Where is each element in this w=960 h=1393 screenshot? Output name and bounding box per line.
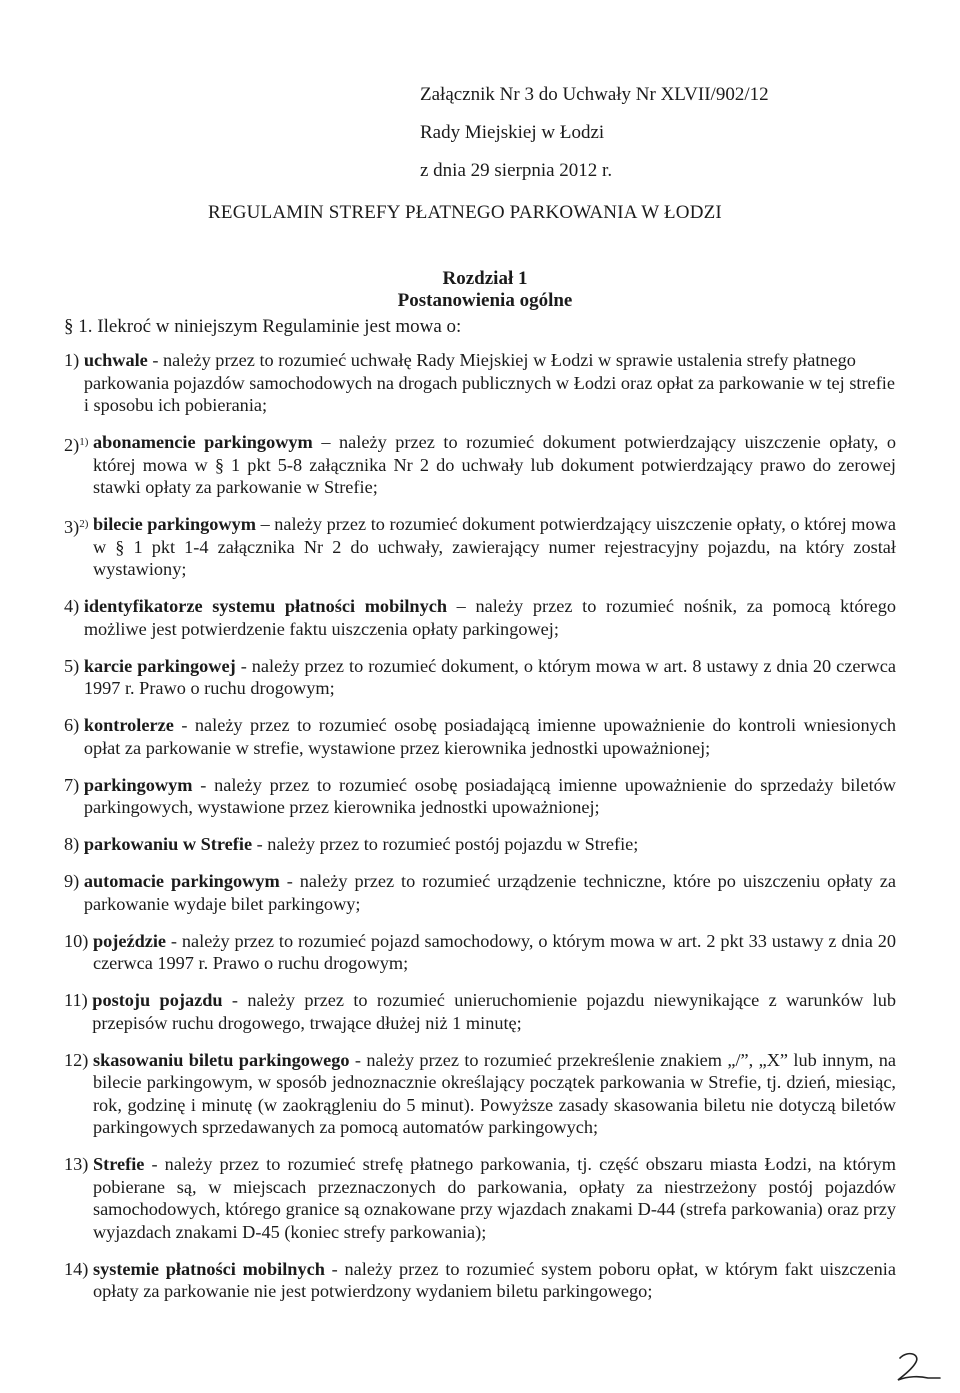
definition-term: parkowaniu w Strefie: [83, 834, 253, 854]
definition-item: [64, 774, 896, 819]
definition-text: – należy przez to rozumieć dokument potwierdzający uiszczenie opłaty, o której mowa w § 1 pkt 5-8 załącznika Nr 2 do uchwały lub dokument potwierdzający prawo do zerowej stawki opłaty za parkowanie w Strefie;: [92, 432, 896, 497]
definition-number-text: 6): [64, 715, 80, 735]
definition-text: - należy przez to rozumieć osobę posiadającą imienne upoważnienie do sprzedaży biletów parkingowych, wystawione przez kierownika jednostki upoważnionej;: [83, 774, 896, 817]
definition-item: [64, 655, 896, 700]
definition-text: - należy przez to rozumieć przekreślenie znakiem „/”, „X” lub innym, na bilecie parkingowym, w sposób jednoznacznie określający początek parkowania w Strefie, tj. dzień, miesiąc, rok, godzinę i minutę (w zaokrągleniu do 5 minut). Powyższe zasady skasowania biletu nie dotyczą biletów parkingowych sprzedawanych za pomocą automatów parkingowych;: [92, 1049, 896, 1137]
definition-item: [64, 1258, 896, 1303]
definition-term: skasowaniu biletu parkingowego: [92, 1049, 350, 1070]
annex-header-line1: Załącznik Nr 3 do Uchwały Nr XLVII/902/12: [420, 84, 769, 105]
definition-text: - należy przez to rozumieć system poboru opłat, w którym fakt uiszczenia opłaty za parkowanie nie jest potwierdzony wydaniem biletu parkingowego;: [92, 1258, 896, 1301]
definition-number: [64, 349, 84, 417]
signature-mark: [894, 1350, 942, 1384]
definition-term: pojeździe: [92, 930, 167, 951]
definition-number-text: 11): [64, 990, 88, 1010]
definition-item: [64, 870, 896, 915]
definition-text: - należy przez to rozumieć urządzenie techniczne, które po uiszczeniu opłaty za parkowanie wydaje bilet parkingowy;: [83, 871, 896, 914]
definition-number: [64, 595, 84, 640]
definition-body: [92, 989, 896, 1034]
paragraph-1-intro: § 1. Ilekroć w niniejszym Regulaminie jest mowa o:: [64, 316, 462, 337]
footnote-marker: 1): [79, 436, 89, 448]
definition-item: [64, 595, 896, 640]
definition-body: [93, 431, 896, 499]
chapter-number: Rozdział 1: [442, 268, 528, 289]
definition-body: [93, 513, 896, 581]
definition-item: [64, 833, 896, 856]
definition-body: [93, 1258, 896, 1303]
definition-item: [64, 431, 896, 499]
definition-text: - należy przez to rozumieć osobę posiadającą imienne upoważnienie do kontroli wniesionych opłat za parkowanie w strefie, wystawione przez kierownika jednostki upoważnionej;: [83, 715, 896, 758]
definition-term: postoju pojazdu: [92, 990, 223, 1010]
definition-number: [64, 513, 93, 581]
definition-number: [64, 833, 84, 856]
definition-number: [64, 989, 92, 1034]
definition-number-text: 2): [64, 435, 80, 455]
definition-body: [84, 349, 896, 417]
definition-number: [64, 714, 84, 759]
definition-term: parkingowym: [83, 774, 193, 795]
definition-number-text: 7): [64, 774, 80, 795]
definition-number: [64, 431, 93, 499]
definition-item: [64, 1049, 896, 1139]
definition-number: [64, 930, 93, 975]
definition-term: Strefie: [92, 1154, 145, 1174]
definition-number: [64, 774, 84, 819]
definition-term: systemie płatności mobilnych: [92, 1258, 325, 1279]
definition-body: [84, 655, 896, 700]
definitions-list: [64, 349, 896, 1317]
definition-number-text: 1): [64, 350, 80, 370]
definition-text: – należy przez to rozumieć dokument potwierdzający uiszczenie opłaty, o której mowa w § 1 pkt 1-4 załącznika Nr 2 do uchwały, zawierający numer rejestracyjny pojazdu, na który został wystawiony;: [92, 514, 896, 579]
definition-text: - należy przez to rozumieć pojazd samochodowy, o którym mowa w art. 2 pkt 33 ustawy z dnia 20 czerwca 1997 r. Prawo o ruchu drogowym;: [92, 930, 896, 973]
definition-number: [64, 1258, 93, 1303]
definition-body: [84, 714, 896, 759]
definition-term: automacie parkingowym: [83, 871, 280, 891]
definition-number-text: 13): [64, 1154, 89, 1174]
definition-number-text: 5): [64, 655, 80, 676]
definition-body: [84, 870, 896, 915]
footnote-marker: 2): [79, 518, 89, 530]
definition-item: [64, 1153, 896, 1243]
annex-header-line3: z dnia 29 sierpnia 2012 r.: [420, 160, 613, 181]
definition-text: - należy przez to rozumieć postój pojazdu w Strefie;: [252, 834, 639, 854]
definition-text: - należy przez to rozumieć strefę płatnego parkowania, tj. część obszaru miasta Łodzi, na którym pobierane są, w miejscach przeznaczonych do parkowania, opłaty za niestrzeżony postój pojazdów samochodowych, którego granice są oznakowane przy wjazdach znakami D-44 (strefa parkowania) oraz przy wyjazdach znakami D-45 (koniec strefy parkowania);: [92, 1154, 896, 1242]
chapter-name: Postanowienia ogólne: [397, 290, 573, 311]
definition-number: [64, 1049, 93, 1139]
definition-item: [64, 989, 896, 1034]
definition-body: [93, 1153, 896, 1243]
annex-header-line2: Rady Miejskiej w Łodzi: [420, 122, 605, 143]
definition-term: uchwale: [83, 350, 148, 370]
definition-body: [84, 833, 896, 856]
definition-term: identyfikatorze systemu płatności mobilnych: [83, 596, 447, 616]
definition-number: [64, 1153, 93, 1243]
definition-term: karcie parkingowej: [83, 655, 236, 676]
definition-number: [64, 655, 84, 700]
definition-number-text: 8): [64, 834, 80, 854]
definition-item: [64, 513, 896, 581]
definition-text: – należy przez to rozumieć nośnik, za pomocą którego możliwe jest potwierdzenie faktu uiszczenia opłaty parkingowej;: [83, 596, 897, 639]
definition-number-text: 12): [64, 1049, 89, 1070]
definition-number: [64, 870, 84, 915]
definition-text: - należy przez to rozumieć uchwałę Rady Miejskiej w Łodzi w sprawie ustalenia strefy płatnego parkowania pojazdów samochodowych na drogach publicznych w Łodzi oraz opłat za parkowanie w tej strefie i sposobu ich pobierania;: [83, 350, 895, 415]
definition-body: [93, 1049, 896, 1139]
definition-item: [64, 349, 896, 417]
definition-body: [84, 595, 896, 640]
definition-number-text: 3): [64, 517, 80, 537]
definition-item: [64, 930, 896, 975]
definition-text: - należy przez to rozumieć unieruchomienie pojazdu niewynikające z warunków lub przepisów ruchu drogowego, trwające dłużej niż 1 minutę;: [92, 990, 896, 1033]
definition-term: bilecie parkingowym: [92, 514, 256, 534]
definition-term: kontrolerze: [83, 715, 174, 735]
definition-number-text: 14): [64, 1258, 89, 1279]
definition-number-text: 9): [64, 871, 80, 891]
definition-body: [93, 930, 896, 975]
definition-term: abonamencie parkingowym: [92, 432, 313, 452]
definition-body: [84, 774, 896, 819]
document-title: REGULAMIN STREFY PŁATNEGO PARKOWANIA W ŁODZI: [208, 202, 722, 223]
definition-number-text: 10): [64, 930, 89, 951]
definition-item: [64, 714, 896, 759]
definition-number-text: 4): [64, 596, 80, 616]
definition-text: - należy przez to rozumieć dokument, o którym mowa w art. 8 ustawy z dnia 20 czerwca 1997 r. Prawo o ruchu drogowym;: [83, 655, 896, 698]
